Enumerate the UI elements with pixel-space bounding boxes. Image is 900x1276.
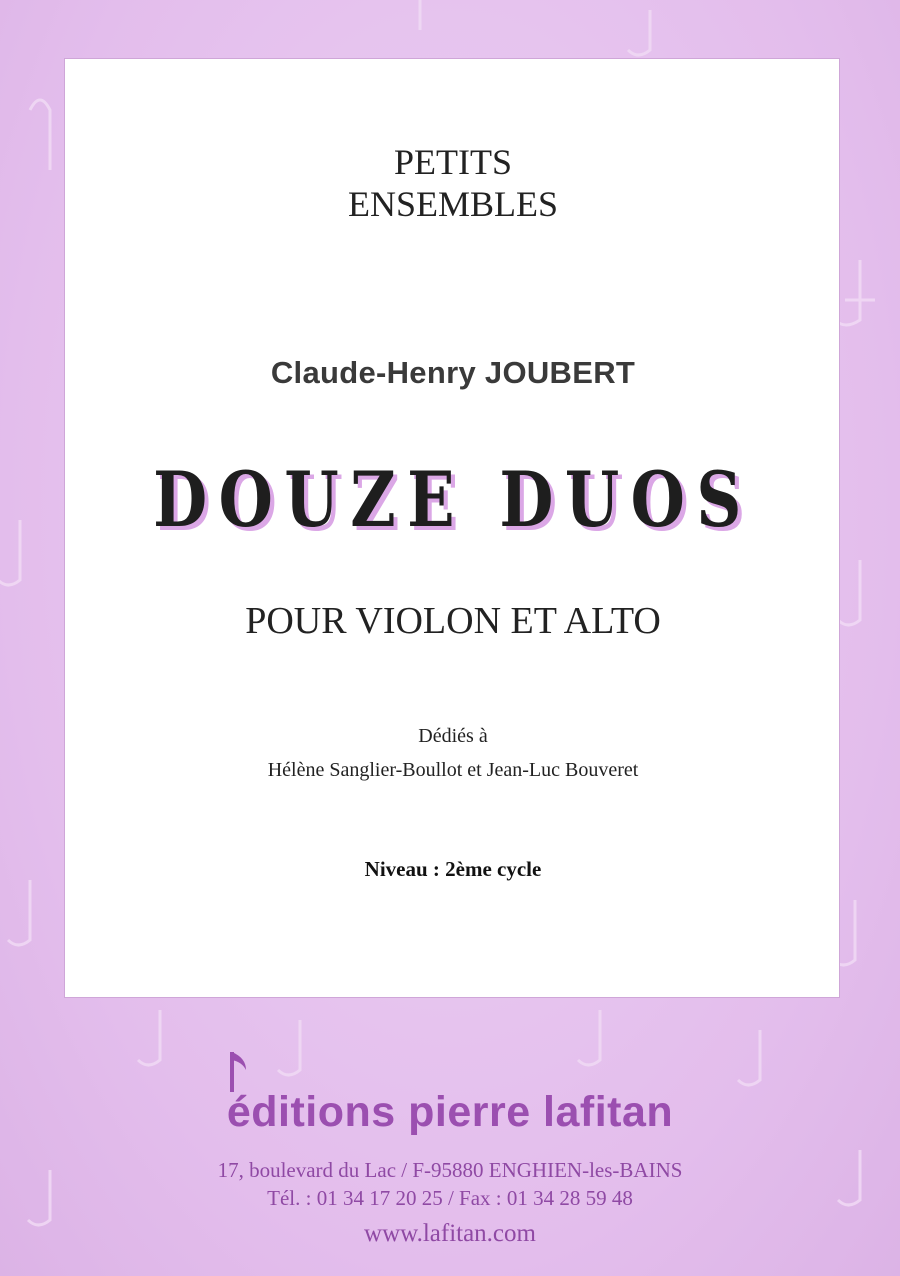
- series-line-2: ENSEMBLES: [347, 184, 559, 224]
- publisher-name: éditions pierre lafitan: [226, 1088, 674, 1136]
- series-title: [65, 141, 841, 225]
- publisher-website[interactable]: www.lafitan.com: [364, 1220, 536, 1247]
- dedication: [65, 719, 841, 787]
- instrumentation: POUR VIOLON ET ALTO: [245, 600, 661, 642]
- series-line-1: PETITS: [393, 142, 512, 182]
- composer-name: Claude-Henry JOUBERT: [270, 355, 636, 390]
- dedication-line-1: Dédiés à: [418, 725, 488, 747]
- publisher-logo: [0, 1050, 900, 1150]
- publisher-address: [0, 1156, 900, 1212]
- address-line-1: 17, boulevard du Lac / F-95880 ENGHIEN-les-BAINS: [217, 1158, 683, 1182]
- work-title: DOUZE DUOS: [153, 455, 753, 544]
- title-panel: [64, 58, 840, 998]
- dedication-line-2: Hélène Sanglier-Boullot et Jean-Luc Bouveret: [267, 759, 639, 781]
- difficulty-level: Niveau : 2ème cycle: [364, 857, 542, 881]
- address-line-2: Tél. : 01 34 17 20 25 / Fax : 01 34 28 59 48: [267, 1186, 633, 1210]
